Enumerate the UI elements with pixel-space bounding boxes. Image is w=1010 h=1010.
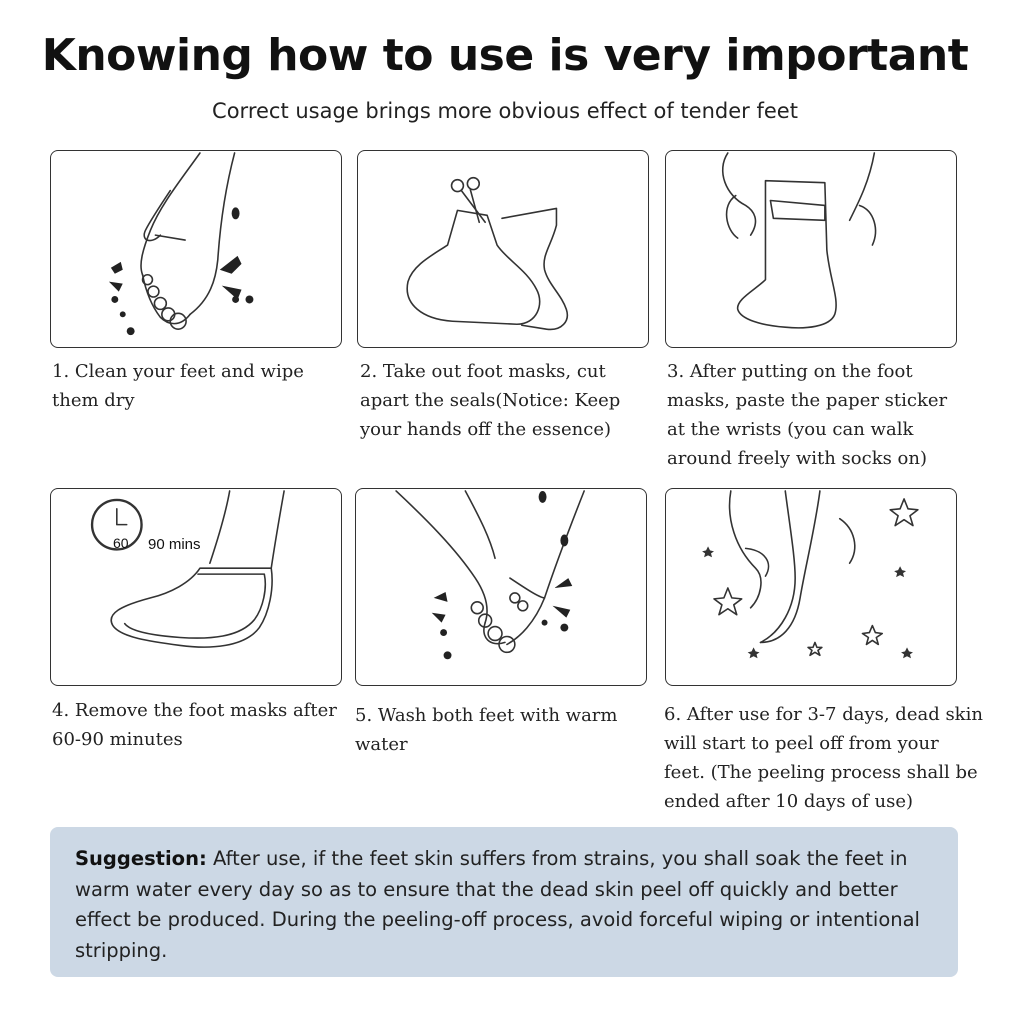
- suggestion-text: After use, if the feet skin suffers from strains, you shall soak the feet in warm water every day so as to ensure that the dead skin peel off quickly and better effect be produced. During the peeling-off process, avoid forceful wiping or intentional stripping.: [75, 847, 920, 962]
- step-2-caption: 2. Take out foot masks, cut apart the seals(Notice: Keep your hands off the essence): [360, 361, 621, 440]
- feet-wash-icon: [51, 151, 341, 347]
- step-6-caption: 6. After use for 3-7 days, dead skin will start to peel off from your feet. (The peeling process shall be ended after 10 days of use): [664, 704, 983, 812]
- page-title: Knowing how to use is very important: [41, 30, 969, 81]
- clock-icon: [51, 489, 341, 685]
- step-3-illustration: [665, 150, 957, 348]
- step-5-caption: 5. Wash both feet with warm water: [355, 705, 618, 755]
- step-2-illustration: [357, 150, 649, 348]
- feet-wash-icon: [356, 489, 646, 685]
- step-6-illustration: [665, 488, 957, 686]
- step-4-illustration: [50, 488, 342, 686]
- timer-label: 90 mins: [148, 536, 201, 553]
- step-1-caption: 1. Clean your feet and wipe them dry: [52, 361, 304, 411]
- scissors-icon: [358, 151, 648, 347]
- page-subtitle: Correct usage brings more obvious effect of tender feet: [212, 99, 798, 123]
- step-1-illustration: [50, 150, 342, 348]
- step-4-caption: 4. Remove the foot masks after 60-90 minutes: [52, 700, 337, 750]
- suggestion-label: Suggestion:: [75, 847, 207, 870]
- step-3-caption: 3. After putting on the foot masks, paste the paper sticker at the wrists (you can walk around freely with socks on): [667, 361, 948, 469]
- suggestion-box: [50, 827, 958, 977]
- step-5-illustration: [355, 488, 647, 686]
- sock-icon: [666, 151, 956, 347]
- star-icon: [666, 489, 956, 685]
- timer-number: 60: [113, 535, 129, 551]
